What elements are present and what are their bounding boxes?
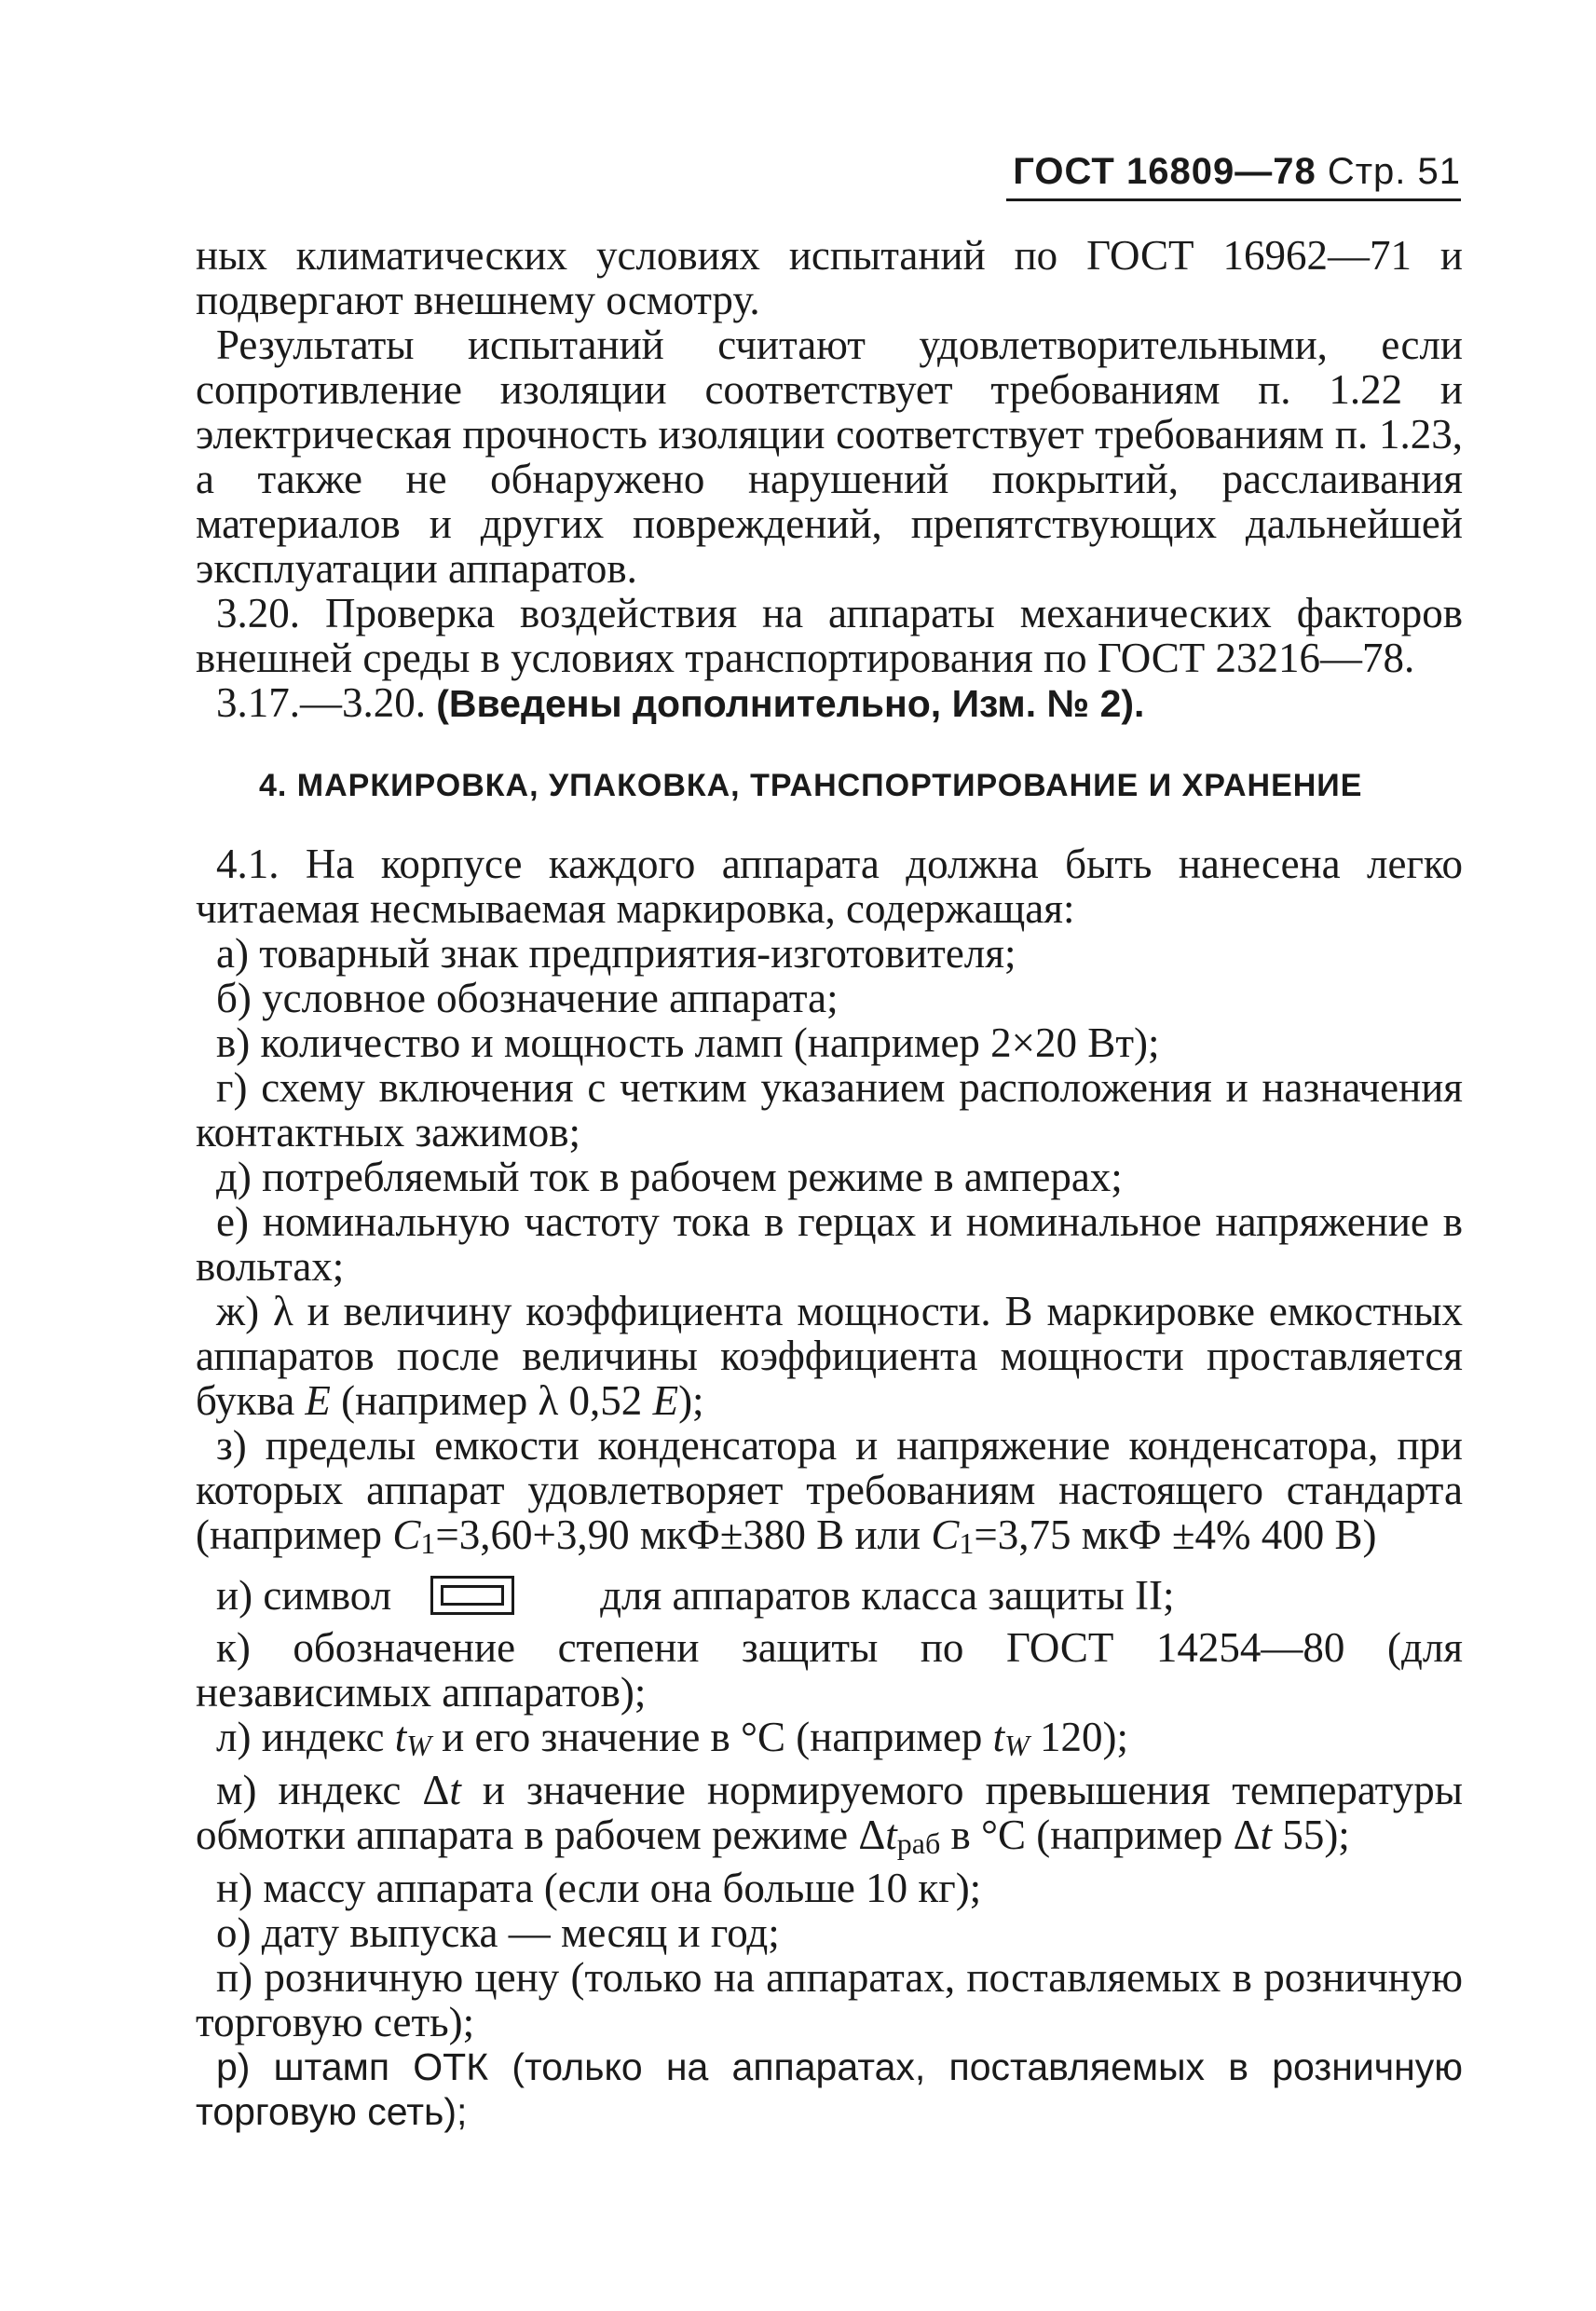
zh-text-2: (например λ 0,52 — [330, 1377, 653, 1424]
list-item-a: а) товарный знак предприятия-изготовителя; — [216, 930, 1016, 977]
list-item-r: р) штамп ОТК (только на аппаратах, поставляемых в розничную торговую сеть); — [196, 2045, 1463, 2133]
list-item-v: в) количество и мощность ламп (например 2×20 Вт); — [216, 1019, 1160, 1066]
l-text-2: и его значение в °С (например — [430, 1714, 993, 1760]
z-text-3: =3,75 мкФ ±4% 400 В) — [974, 1511, 1377, 1558]
l-w: W — [406, 1729, 431, 1762]
double-insulation-symbol-icon — [430, 1576, 514, 1615]
m-sub: раб — [896, 1826, 941, 1860]
zh-text-1: ж) λ и величину коэффициента мощности. В маркировке емкостных аппаратов после величины коэффициента мощности проставляется буква — [196, 1288, 1463, 1424]
list-item-b: б) условное обозначение аппарата; — [216, 975, 839, 1021]
z-text-2: =3,60+3,90 мкФ±380 В или — [435, 1511, 932, 1558]
amendment-note: (Введены дополнительно, Изм. № 2). — [436, 682, 1145, 725]
z-sub-2: 1 — [959, 1526, 975, 1560]
section-title: 4. МАРКИРОВКА, УПАКОВКА, ТРАНСПОРТИРОВАНИЕ И ХРАНЕНИЕ — [259, 768, 1363, 803]
z-text-1: з) пределы емкости конденсатора и напряжение конденсатора, при которых аппарат удовлетворяет требованиям настоящего стандарта (например — [196, 1422, 1463, 1558]
i-text-2: для аппаратов класса защиты II; — [600, 1572, 1175, 1619]
l-t-2: t — [992, 1714, 1005, 1760]
l-text-3: 120); — [1029, 1714, 1129, 1760]
standard-number: ГОСТ 16809—78 — [1013, 151, 1316, 192]
m-t-2: t — [885, 1812, 897, 1858]
z-sub: 1 — [420, 1526, 436, 1560]
m-text-4: 55); — [1272, 1812, 1350, 1858]
l-t: t — [394, 1714, 407, 1760]
m-text-1: м) индекс Δ — [216, 1767, 450, 1813]
list-item-m — [196, 1768, 1463, 1866]
amendment-number: 3.17.—3.20. — [216, 679, 426, 726]
item-4-1: 4.1. На корпусе каждого аппарата должна быть нанесена легко читаемая несмываемая маркировка, содержащая: — [196, 841, 1463, 932]
l-w-2: W — [1004, 1729, 1030, 1762]
body-text — [196, 233, 1463, 2134]
m-text-3: в °С (например Δ — [940, 1812, 1261, 1858]
m-text-2: и значение нормируемого превышения температуры обмотки аппарата в рабочем режиме Δ — [196, 1767, 1463, 1858]
list-item-zh — [196, 1289, 1463, 1423]
paragraph-3-20: 3.20. Проверка воздействия на аппараты механических факторов внешней среды в условиях транспортирования по ГОСТ 23216—78. — [196, 590, 1463, 681]
list-item-n: н) массу аппарата (если она больше 10 кг); — [216, 1865, 982, 1911]
paragraph-amendment — [196, 680, 1463, 726]
list-item-z — [196, 1423, 1463, 1566]
paragraph-continuation: ных климатических условиях испытаний по ГОСТ 16962—71 и подвергают внешнему осмотру. — [196, 232, 1463, 323]
list-item-p: п) розничную цену (только на аппаратах, поставляемых в розничную торговую сеть); — [196, 1954, 1463, 2045]
list-item-e: е) номинальную частоту тока в герцах и номинальное напряжение в вольтах; — [196, 1198, 1463, 1290]
i-text-1: и) символ — [216, 1572, 392, 1619]
list-item-g: г) схему включения с четким указанием расположения и назначения контактных зажимов; — [196, 1064, 1463, 1156]
list-item-k: к) обозначение степени защиты по ГОСТ 14254—80 (для независимых аппаратов); — [196, 1624, 1463, 1716]
list-item-o: о) дату выпуска — месяц и год; — [216, 1909, 780, 1956]
list-item-l — [196, 1715, 1463, 1768]
list-item-i — [196, 1573, 1463, 1618]
paragraph-results: Результаты испытаний считают удовлетворительными, если сопротивление изоляции соответствует требованиям п. 1.22 и электрическая прочность изоляции соответствует требованиям п. 1.23, а также не обнаружено нарушений покрытий, расслаивания материалов и других повреждений, препятствующих дальнейшей эксплуатации аппаратов. — [196, 321, 1463, 592]
page-number: Стр. 51 — [1327, 151, 1461, 192]
z-c: C — [392, 1511, 421, 1558]
z-c-2: C — [931, 1511, 960, 1558]
zh-letter-e: E — [305, 1377, 331, 1424]
l-text-1: л) индекс — [216, 1714, 395, 1760]
zh-letter-e-2: E — [652, 1377, 679, 1424]
page-header — [1006, 151, 1461, 201]
m-t: t — [449, 1767, 461, 1813]
m-t-3: t — [1260, 1812, 1273, 1858]
zh-text-3: ); — [678, 1377, 704, 1424]
list-item-d: д) потребляемый ток в рабочем режиме в амперах; — [216, 1154, 1123, 1200]
